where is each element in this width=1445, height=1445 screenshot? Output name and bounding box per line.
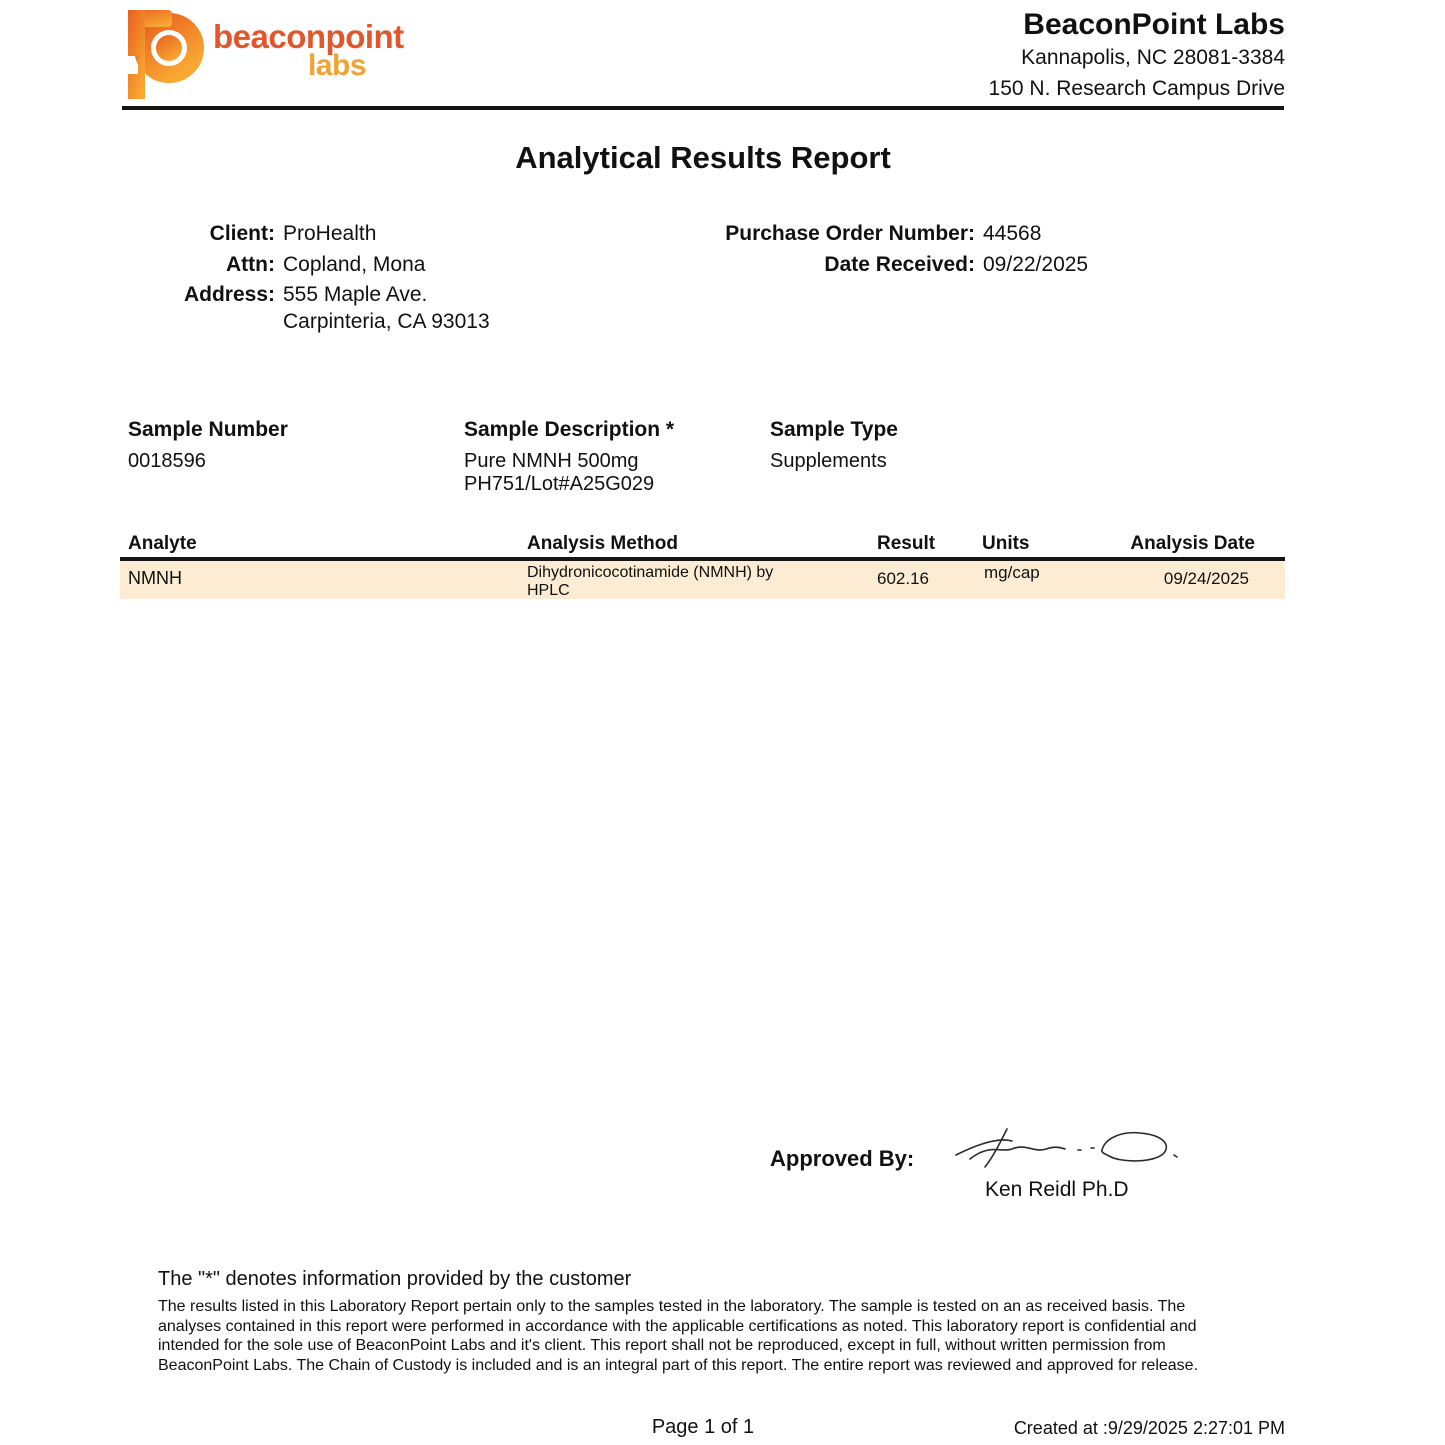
attn-label: Attn:	[226, 253, 275, 276]
logo-wordmark-secondary: labs	[307, 49, 366, 82]
date-received-label: Date Received:	[824, 253, 975, 276]
address-value-line2: Carpinteria, CA 93013	[283, 310, 490, 333]
sample-number-header: Sample Number	[128, 418, 288, 441]
column-header-result: Result	[877, 533, 936, 554]
cell-method-line1: Dihydronicocotinamide (NMNH) by	[527, 564, 774, 581]
client-label: Client:	[209, 222, 275, 245]
cell-result: 602.16	[877, 569, 929, 588]
client-value: ProHealth	[283, 222, 377, 245]
disclaimer-text: The results listed in this Laboratory Report pertain only to the samples tested in the laboratory. The sample is tested on an as received basis. The analyses contained in this report were performed in accordance with the applicable certifications as noted. This laboratory report is confidential and intended for the sole use of BeaconPoint Labs and it's client. This report shall not be reproduced, except in full, without written permission from BeaconPoint Labs. The Chain of Custody is included and is an integral part of this report. The entire report was reviewed and approved for release.	[158, 1298, 1199, 1374]
page-title: Analytical Results Report	[515, 140, 891, 175]
purchase-order-label: Purchase Order Number:	[725, 222, 975, 245]
column-header-units: Units	[982, 533, 1030, 554]
sample-description-header: Sample Description *	[464, 418, 675, 441]
column-header-analyte: Analyte	[128, 533, 197, 554]
cell-units: mg/cap	[984, 563, 1040, 582]
approved-by-label: Approved By:	[770, 1146, 915, 1171]
beaconpoint-logo-icon	[120, 4, 204, 102]
attn-value: Copland, Mona	[283, 253, 426, 276]
column-header-analysis-date: Analysis Date	[1130, 533, 1255, 554]
company-address-block	[989, 8, 1285, 104]
company-address-line2: 150 N. Research Campus Drive	[988, 77, 1285, 100]
address-label: Address:	[183, 283, 275, 306]
sample-description-line2: PH751/Lot#A25G029	[464, 473, 655, 495]
date-received-value: 09/22/2025	[983, 253, 1089, 276]
address-value-line1: 555 Maple Ave.	[283, 283, 428, 306]
sample-type-header: Sample Type	[770, 418, 898, 441]
sample-type-value: Supplements	[770, 450, 887, 472]
signature-scribble	[950, 1122, 1178, 1180]
sample-description-line1: Pure NMNH 500mg	[464, 450, 639, 472]
sample-number-value: 0018596	[128, 450, 206, 472]
logo-wordmark	[213, 18, 404, 82]
purchase-order-value: 44568	[983, 222, 1042, 245]
created-at-timestamp: Created at :9/29/2025 2:27:01 PM	[1013, 1418, 1285, 1438]
cell-method-line2: HPLC	[527, 582, 570, 599]
page-number: Page 1 of 1	[651, 1416, 755, 1438]
column-header-method: Analysis Method	[527, 533, 678, 554]
company-address-line1: Kannapolis, NC 28081-3384	[1021, 46, 1285, 69]
company-name: BeaconPoint Labs	[1023, 8, 1285, 41]
header-divider	[122, 106, 1284, 110]
asterisk-footnote: The "*" denotes information provided by the customer	[158, 1268, 632, 1290]
signer-name: Ken Reidl Ph.D	[985, 1178, 1129, 1201]
cell-analysis-date: 09/24/2025	[1163, 569, 1249, 588]
cell-analyte: NMNH	[128, 568, 182, 588]
logo-wordmark-primary: beaconpoint	[213, 18, 404, 55]
